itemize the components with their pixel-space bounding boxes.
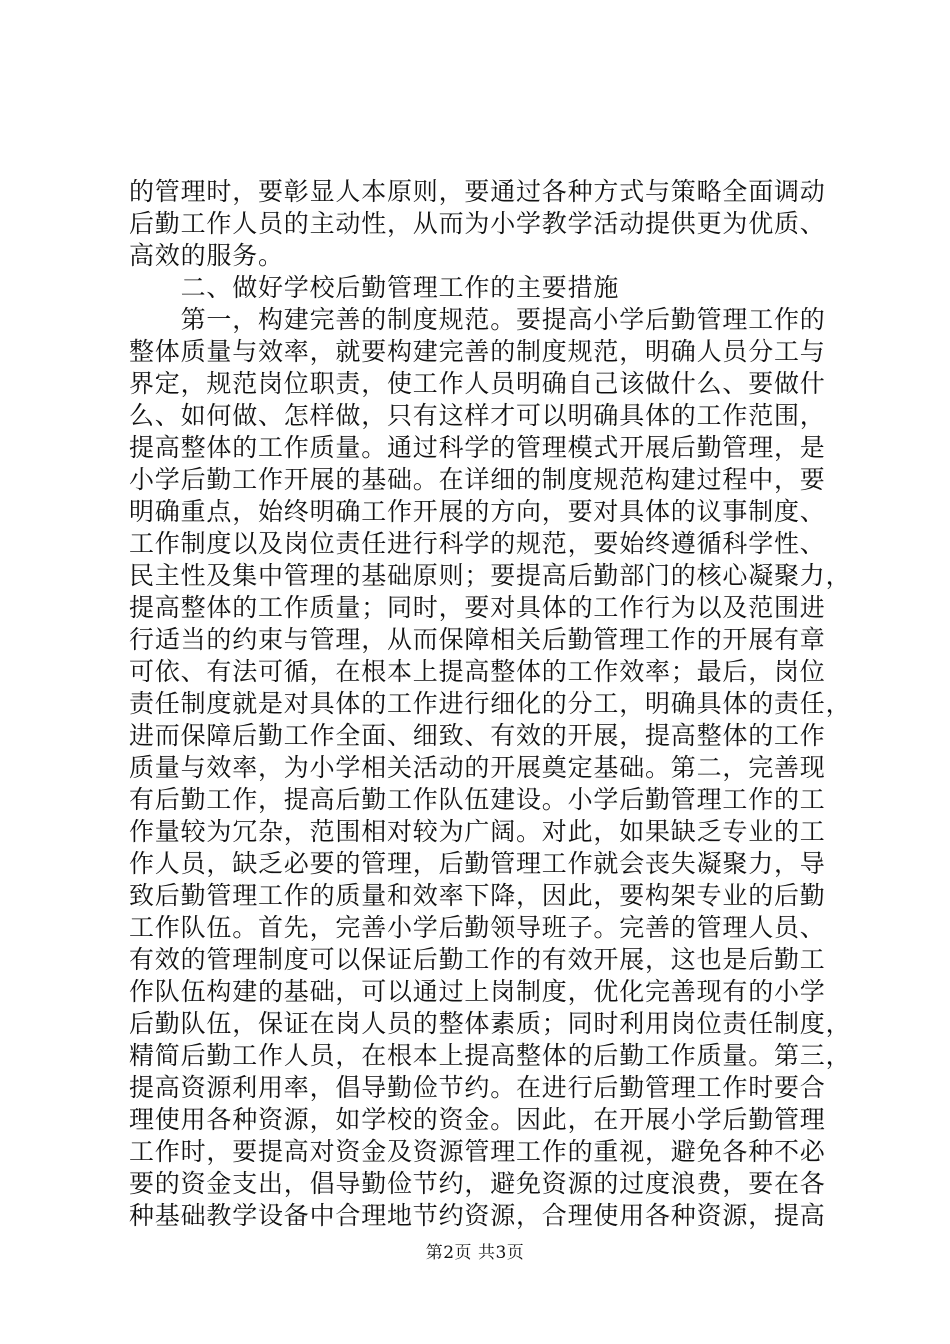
text-line: 第一，构建完善的制度规范。要提高小学后勤管理工作的 xyxy=(129,305,826,334)
text-line: 质量与效率，为小学相关活动的开展奠定基础。第二，完善现 xyxy=(129,753,826,782)
body-text xyxy=(129,176,852,1232)
text-line: 作队伍构建的基础，可以通过上岗制度，优化完善现有的小学 xyxy=(129,977,826,1006)
text-line: 民主性及集中管理的基础原则；要提高后勤部门的核心凝聚力， xyxy=(129,561,852,590)
text-line: 可依、有法可循，在根本上提高整体的工作效率；最后，岗位 xyxy=(129,657,826,686)
section-heading: 二、做好学校后勤管理工作的主要措施 xyxy=(129,273,620,302)
text-line: 要的资金支出，倡导勤俭节约，避免资源的过度浪费，要在各 xyxy=(129,1169,826,1198)
text-line: 高效的服务。 xyxy=(129,241,284,270)
text-line: 行适当的约束与管理，从而保障相关后勤管理工作的开展有章 xyxy=(129,625,826,654)
text-line: 种基础教学设备中合理地节约资源，合理使用各种资源，提高 xyxy=(129,1201,826,1230)
text-line: 有后勤工作，提高后勤工作队伍建设。小学后勤管理工作的工 xyxy=(129,785,826,814)
text-line: 提高资源利用率，倡导勤俭节约。在进行后勤管理工作时要合 xyxy=(129,1073,826,1102)
text-line: 理使用各种资源，如学校的资金。因此，在开展小学后勤管理 xyxy=(129,1105,826,1134)
text-line: 作人员，缺乏必要的管理，后勤管理工作就会丧失凝聚力，导 xyxy=(129,849,826,878)
text-line: 小学后勤工作开展的基础。在详细的制度规范构建过程中，要 xyxy=(129,465,826,494)
text-line: 的管理时，要彰显人本原则，要通过各种方式与策略全面调动 xyxy=(129,177,826,206)
text-line: 工作时，要提高对资金及资源管理工作的重视，避免各种不必 xyxy=(129,1137,826,1166)
text-line: 后勤工作人员的主动性，从而为小学教学活动提供更为优质、 xyxy=(129,209,826,238)
text-line: 精简后勤工作人员，在根本上提高整体的后勤工作质量。第三， xyxy=(129,1041,852,1070)
text-line: 作量较为冗杂，范围相对较为广阔。对此，如果缺乏专业的工 xyxy=(129,817,826,846)
text-line: 么、如何做、怎样做，只有这样才可以明确具体的工作范围， xyxy=(129,401,826,430)
text-line: 明确重点，始终明确工作开展的方向，要对具体的议事制度、 xyxy=(129,497,826,526)
text-line: 提高整体的工作质量。通过科学的管理模式开展后勤管理，是 xyxy=(129,433,826,462)
text-line: 责任制度就是对具体的工作进行细化的分工，明确具体的责任， xyxy=(129,689,852,718)
text-line: 提高整体的工作质量；同时，要对具体的工作行为以及范围进 xyxy=(129,593,826,622)
text-line: 工作队伍。首先，完善小学后勤领导班子。完善的管理人员、 xyxy=(129,913,826,942)
text-line: 致后勤管理工作的质量和效率下降，因此，要构架专业的后勤 xyxy=(129,881,826,910)
text-line: 进而保障后勤工作全面、细致、有效的开展，提高整体的工作 xyxy=(129,721,826,750)
text-line: 后勤队伍，保证在岗人员的整体素质；同时利用岗位责任制度， xyxy=(129,1009,852,1038)
text-line: 工作制度以及岗位责任进行科学的规范，要始终遵循科学性、 xyxy=(129,529,826,558)
text-line: 有效的管理制度可以保证后勤工作的有效开展，这也是后勤工 xyxy=(129,945,826,974)
page-footer: 第2页 共3页 xyxy=(425,1243,525,1263)
text-line: 整体质量与效率，就要构建完善的制度规范，明确人员分工与 xyxy=(129,337,826,366)
text-line: 界定，规范岗位职责，使工作人员明确自己该做什么、要做什 xyxy=(129,369,826,398)
